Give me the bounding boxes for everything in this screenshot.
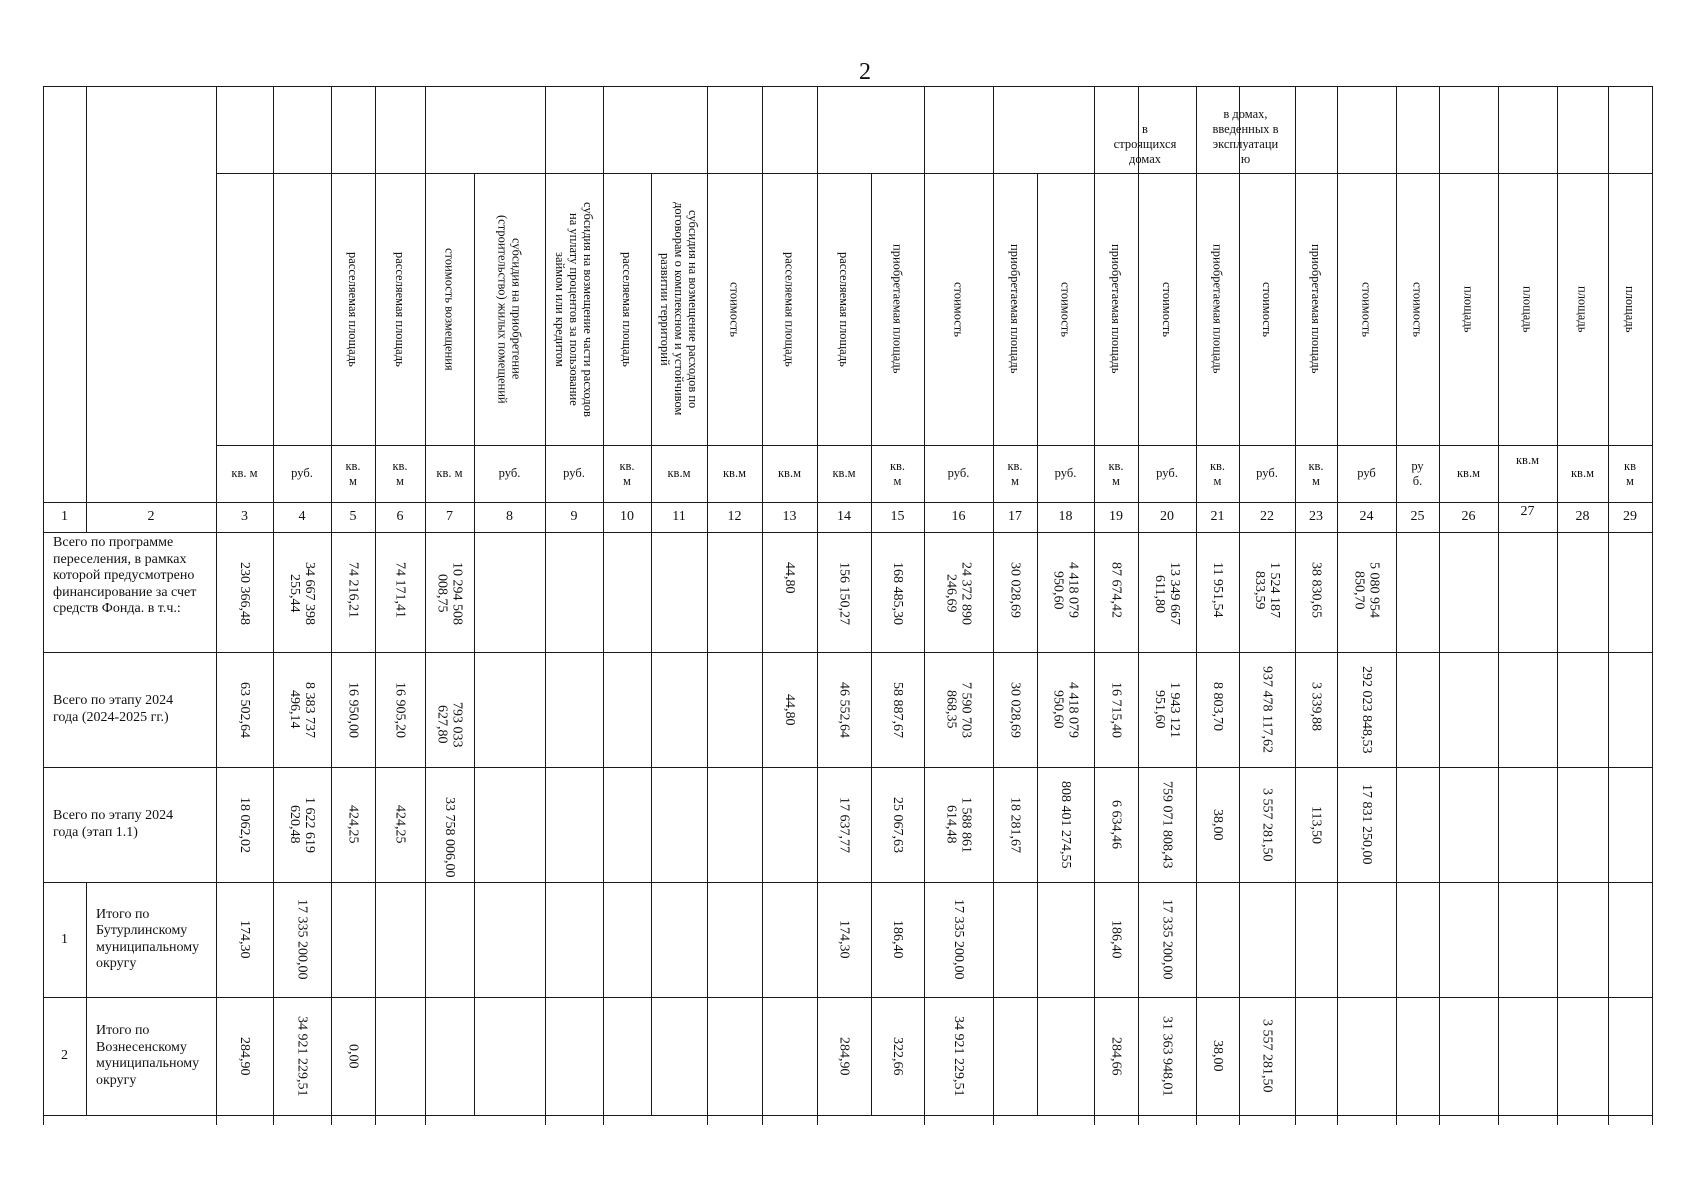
unit-label: руб bbox=[1357, 466, 1376, 480]
unit-label: кв. м bbox=[436, 466, 463, 480]
unit-label: кв. м bbox=[392, 458, 408, 488]
cell-value bbox=[762, 532, 817, 652]
cell-value-text: 44,80 bbox=[782, 562, 797, 594]
cell-value bbox=[1239, 767, 1295, 882]
cell-value-text: 174,30 bbox=[836, 920, 852, 959]
column-number: 26 bbox=[1461, 509, 1476, 524]
grid-line-horizontal bbox=[43, 1115, 1652, 1116]
cell-value-text: 424,25 bbox=[345, 805, 361, 844]
column-header-text: стоимость bbox=[1160, 281, 1174, 337]
unit-label: кв м bbox=[1624, 458, 1636, 488]
column-header-text: расселяемая площадь bbox=[837, 251, 851, 367]
column-header bbox=[707, 173, 762, 445]
column-header bbox=[1196, 173, 1239, 445]
unit-label: ру б. bbox=[1411, 458, 1424, 488]
cell-value bbox=[1196, 652, 1239, 767]
cell-value-text: 33 758 006,00 bbox=[442, 797, 457, 878]
column-header bbox=[545, 173, 603, 445]
cell-value-text: 44,80 bbox=[782, 693, 797, 726]
cell-value-text: 16 715,40 bbox=[1108, 681, 1124, 738]
unit-label: кв.м bbox=[722, 466, 746, 480]
column-header-text: расселяемая площадь bbox=[620, 251, 634, 367]
column-number: 24 bbox=[1359, 509, 1374, 524]
cell-value bbox=[331, 767, 375, 882]
cell-value bbox=[817, 997, 871, 1115]
column-number: 2 bbox=[147, 509, 155, 524]
cell-value-text: 25 067,63 bbox=[890, 796, 905, 853]
cell-value bbox=[762, 652, 817, 767]
cell-value-text: 10 294 508 008,75 bbox=[434, 562, 465, 625]
cell-value-text: 30 028,69 bbox=[1007, 562, 1023, 618]
column-header-text: приобретаемая площадь bbox=[1309, 244, 1323, 374]
column-number: 16 bbox=[951, 509, 966, 524]
cell-value bbox=[1094, 997, 1138, 1115]
cell-value bbox=[1094, 767, 1138, 882]
cell-value-text: 174,30 bbox=[237, 920, 252, 959]
cell-value-text: 34 921 229,51 bbox=[294, 1015, 310, 1097]
cell-value bbox=[993, 532, 1037, 652]
unit-label: кв.м bbox=[832, 466, 856, 480]
cell-value-text: 284,90 bbox=[836, 1036, 852, 1076]
cell-value bbox=[1138, 997, 1196, 1115]
column-header-text: приобретаемая площадь bbox=[1008, 244, 1022, 374]
unit-label: кв. м bbox=[231, 466, 258, 480]
cell-value bbox=[924, 882, 993, 997]
column-number: 20 bbox=[1160, 509, 1174, 524]
unit-label: руб. bbox=[1054, 466, 1077, 480]
cell-value bbox=[375, 652, 425, 767]
column-header bbox=[1094, 173, 1138, 445]
column-number: 21 bbox=[1210, 509, 1225, 524]
cell-value bbox=[375, 767, 425, 882]
column-header-text: субсидия на возмещение части расходов на уплату процентов за пользование займом или кредитом bbox=[553, 201, 595, 417]
cell-value-text: 24 372 890 246,69 bbox=[943, 562, 974, 625]
unit-label: руб. bbox=[291, 466, 313, 480]
cell-value bbox=[817, 767, 871, 882]
cell-value-text: 17 335 200,00 bbox=[294, 899, 310, 980]
unit-label: руб. bbox=[498, 466, 521, 480]
cell-value-text: 38,00 bbox=[1210, 808, 1225, 841]
cell-value bbox=[273, 652, 331, 767]
column-header-text: субсидия на возмещение расходов по договорам о комплексном и устойчивом развитии территорий bbox=[658, 202, 700, 416]
column-header bbox=[871, 173, 924, 445]
cell-value-text: 322,66 bbox=[890, 1036, 905, 1076]
cell-value bbox=[1196, 767, 1239, 882]
column-header bbox=[924, 173, 993, 445]
column-number: 18 bbox=[1058, 509, 1073, 524]
cell-value bbox=[1239, 532, 1295, 652]
cell-value-text: 63 502,64 bbox=[237, 681, 252, 738]
column-header bbox=[651, 173, 707, 445]
column-header-text: расселяемая площадь bbox=[393, 251, 407, 367]
unit-label: кв.м bbox=[1570, 466, 1594, 480]
column-number: 27 bbox=[1520, 504, 1535, 519]
cell-value-text: 0,00 bbox=[345, 1043, 361, 1069]
cell-value-text: 8 383 737 496,14 bbox=[287, 681, 317, 738]
column-header-text: площадь bbox=[1461, 285, 1476, 333]
unit-label: руб. bbox=[563, 466, 585, 480]
column-header bbox=[762, 173, 817, 445]
cell-value bbox=[817, 652, 871, 767]
column-number: 22 bbox=[1260, 509, 1274, 524]
row-label: Всего по этапу 2024 года (этап 1.1) bbox=[53, 808, 174, 840]
column-header-text: площадь bbox=[1520, 285, 1535, 333]
cell-value bbox=[1196, 997, 1239, 1115]
cell-value-text: 759 071 808,43 bbox=[1159, 780, 1175, 869]
cell-value-text: 17 831 250,00 bbox=[1359, 784, 1374, 865]
column-header-text: стоимость bbox=[1260, 281, 1274, 337]
column-number: 19 bbox=[1109, 509, 1123, 524]
cell-value bbox=[1037, 532, 1094, 652]
grid-line-vertical bbox=[1652, 86, 1653, 1125]
cell-value bbox=[1138, 767, 1196, 882]
cell-value bbox=[1138, 652, 1196, 767]
cell-value bbox=[216, 767, 273, 882]
cell-value bbox=[331, 652, 375, 767]
cell-value-text: 16 905,20 bbox=[392, 681, 408, 738]
column-header-text: стоимость возмещения bbox=[442, 247, 457, 371]
column-header-text: площадь bbox=[1623, 285, 1637, 333]
cell-value-text: 74 216,21 bbox=[345, 562, 361, 618]
cell-value bbox=[216, 652, 273, 767]
cell-value-text: 17 637,77 bbox=[836, 796, 852, 853]
column-number: 3 bbox=[241, 509, 248, 524]
cell-value bbox=[216, 997, 273, 1115]
cell-value-text: 937 478 117,62 bbox=[1259, 666, 1275, 753]
cell-value bbox=[1337, 652, 1396, 767]
cell-value-text: 284,90 bbox=[237, 1036, 252, 1076]
column-number: 14 bbox=[837, 509, 851, 524]
cell-value bbox=[924, 652, 993, 767]
row-label: Всего по программе переселения, в рамках которой предусмотрено финансирование за счет средств Фонда. в т.ч.: bbox=[53, 535, 197, 616]
column-number: 1 bbox=[61, 509, 68, 524]
cell-value-text: 4 418 079 950,60 bbox=[1050, 562, 1081, 618]
cell-value-text: 808 401 274,55 bbox=[1058, 780, 1073, 869]
column-header bbox=[331, 173, 375, 445]
column-number: 8 bbox=[506, 509, 513, 524]
column-header-text: стоимость bbox=[1410, 281, 1425, 337]
cell-value-text: 4 418 079 950,60 bbox=[1050, 681, 1081, 738]
cell-value-text: 58 887,67 bbox=[890, 681, 905, 738]
cell-value-text: 38 830,65 bbox=[1308, 562, 1324, 618]
cell-value bbox=[924, 767, 993, 882]
column-number: 7 bbox=[446, 509, 453, 524]
grid-line-vertical bbox=[86, 86, 87, 532]
column-number: 4 bbox=[298, 509, 306, 524]
column-header-text: приобретаемая площадь bbox=[1109, 244, 1123, 374]
unit-label: кв.м bbox=[1515, 453, 1539, 467]
column-header bbox=[1557, 173, 1608, 445]
cell-value bbox=[1196, 532, 1239, 652]
cell-value-text: 424,25 bbox=[392, 805, 408, 844]
unit-label: кв. м bbox=[345, 458, 361, 488]
cell-value bbox=[1094, 532, 1138, 652]
column-number: 13 bbox=[782, 509, 797, 524]
cell-value bbox=[1239, 997, 1295, 1115]
cell-value bbox=[1138, 532, 1196, 652]
column-header-text: площадь bbox=[1575, 285, 1590, 333]
cell-value-text: 186,40 bbox=[890, 920, 905, 959]
column-number: 23 bbox=[1309, 509, 1323, 524]
column-number: 10 bbox=[620, 509, 634, 524]
cell-value bbox=[1295, 652, 1337, 767]
page-number: 2 bbox=[859, 59, 871, 85]
unit-label: кв. м bbox=[1108, 458, 1124, 488]
column-header bbox=[375, 173, 425, 445]
cell-value bbox=[1094, 652, 1138, 767]
grid-line-horizontal bbox=[43, 86, 1652, 87]
column-number: 12 bbox=[727, 509, 742, 524]
cell-value-text: 3 557 281,50 bbox=[1259, 787, 1275, 862]
cell-value-text: 6 634,46 bbox=[1108, 800, 1124, 849]
cell-value-text: 46 552,64 bbox=[836, 681, 852, 738]
column-header bbox=[1037, 173, 1094, 445]
column-header bbox=[993, 173, 1037, 445]
column-header bbox=[1138, 173, 1196, 445]
cell-value-text: 31 363 948,01 bbox=[1159, 1015, 1175, 1097]
cell-value-text: 3 339,88 bbox=[1308, 682, 1324, 731]
cell-value-text: 793 033 627,80 bbox=[434, 701, 465, 748]
column-header-text: субсидия на приобретение (строительство) жилых помещений bbox=[495, 214, 524, 404]
cell-value-text: 38,00 bbox=[1210, 1040, 1225, 1072]
cell-value-text: 11 951,54 bbox=[1210, 562, 1225, 618]
cell-value-text: 156 150,27 bbox=[836, 562, 852, 625]
cell-value-text: 113,50 bbox=[1308, 805, 1324, 844]
cell-value bbox=[1037, 652, 1094, 767]
unit-label: кв.м bbox=[1456, 466, 1480, 480]
column-number: 9 bbox=[570, 509, 578, 524]
column-number: 6 bbox=[396, 509, 404, 524]
cell-value bbox=[871, 652, 924, 767]
unit-label: руб. bbox=[1156, 466, 1178, 480]
cell-value bbox=[1337, 532, 1396, 652]
cell-value-text: 3 557 281,50 bbox=[1259, 1019, 1275, 1093]
row-label: Итого по Вознесенскому муниципальному округу bbox=[96, 1023, 200, 1088]
unit-label: кв. м bbox=[889, 458, 906, 488]
cell-value bbox=[425, 652, 474, 767]
cell-value bbox=[871, 882, 924, 997]
column-number: 11 bbox=[672, 509, 686, 524]
column-header bbox=[1498, 173, 1557, 445]
cell-value-text: 74 171,41 bbox=[392, 562, 408, 618]
cell-value bbox=[1037, 767, 1094, 882]
cell-value bbox=[1094, 882, 1138, 997]
cell-value bbox=[273, 767, 331, 882]
column-header-text: приобретаемая площадь bbox=[1210, 244, 1225, 374]
unit-label: руб. bbox=[1256, 466, 1278, 480]
group-header-in-operation: в домах, введенных в эксплуатаци ю bbox=[1212, 107, 1279, 166]
cell-value-text: 13 349 667 611,80 bbox=[1152, 562, 1182, 625]
cell-value bbox=[331, 997, 375, 1115]
column-header-text: стоимость bbox=[951, 281, 966, 337]
column-header bbox=[474, 173, 545, 445]
cell-value bbox=[273, 997, 331, 1115]
column-header bbox=[1396, 173, 1439, 445]
column-header-text: расселяемая площадь bbox=[782, 251, 797, 367]
cell-value-text: 168 485,30 bbox=[890, 562, 905, 625]
column-header bbox=[1337, 173, 1396, 445]
group-header-under-construction: в строящихся домах bbox=[1113, 122, 1177, 166]
column-header bbox=[1295, 173, 1337, 445]
unit-label: кв.м bbox=[777, 466, 801, 480]
unit-label: кв. м bbox=[619, 458, 635, 488]
cell-value-text: 34 921 229,51 bbox=[951, 1015, 966, 1097]
cell-value-text: 1 943 121 951,60 bbox=[1152, 681, 1182, 738]
cell-value bbox=[1138, 882, 1196, 997]
cell-value-text: 292 023 848,53 bbox=[1359, 665, 1374, 754]
cell-value-text: 17 335 200,00 bbox=[951, 899, 966, 980]
cell-value bbox=[1239, 652, 1295, 767]
column-header bbox=[1608, 173, 1652, 445]
cell-value bbox=[817, 882, 871, 997]
column-number: 17 bbox=[1008, 509, 1022, 524]
column-number: 5 bbox=[349, 509, 357, 524]
cell-value bbox=[871, 532, 924, 652]
cell-value bbox=[993, 767, 1037, 882]
unit-label: кв. м bbox=[1308, 458, 1324, 488]
cell-value bbox=[871, 767, 924, 882]
cell-value bbox=[817, 532, 871, 652]
cell-value-text: 186,40 bbox=[1108, 920, 1124, 959]
cell-value bbox=[1337, 767, 1396, 882]
row-label: Итого по Бутурлинскому муниципальному округу bbox=[96, 906, 200, 971]
column-header-text: стоимость bbox=[727, 281, 742, 337]
cell-value-text: 8 803,70 bbox=[1210, 682, 1225, 731]
cell-value-text: 284,66 bbox=[1108, 1036, 1124, 1076]
row-number: 1 bbox=[61, 931, 68, 947]
cell-value-text: 7 590 703 868,35 bbox=[943, 681, 974, 738]
column-number: 29 bbox=[1623, 509, 1637, 524]
cell-value bbox=[924, 997, 993, 1115]
cell-value bbox=[331, 532, 375, 652]
cell-value-text: 230 366,48 bbox=[237, 562, 252, 625]
cell-value-text: 30 028,69 bbox=[1007, 681, 1023, 738]
cell-value bbox=[216, 532, 273, 652]
row-label: Всего по этапу 2024 года (2024-2025 гг.) bbox=[53, 693, 174, 725]
cell-value-text: 87 674,42 bbox=[1108, 562, 1124, 618]
cell-value bbox=[1295, 767, 1337, 882]
cell-value-text: 18 062,02 bbox=[237, 796, 252, 853]
cell-value bbox=[425, 767, 474, 882]
cell-value-text: 1 588 861 614,48 bbox=[943, 796, 974, 853]
column-header bbox=[425, 173, 474, 445]
row-number: 2 bbox=[61, 1048, 68, 1063]
column-header bbox=[603, 173, 651, 445]
column-number: 28 bbox=[1575, 509, 1590, 524]
unit-label: руб. bbox=[947, 466, 970, 480]
cell-value bbox=[924, 532, 993, 652]
cell-value-text: 5 080 954 850,70 bbox=[1351, 562, 1382, 618]
cell-value bbox=[425, 532, 474, 652]
unit-label: кв. м bbox=[1209, 458, 1226, 488]
unit-label: кв. м bbox=[1007, 458, 1023, 488]
cell-value bbox=[871, 997, 924, 1115]
cell-value bbox=[375, 532, 425, 652]
cell-value-text: 17 335 200,00 bbox=[1159, 899, 1175, 980]
cell-value-text: 16 950,00 bbox=[345, 681, 361, 738]
cell-value bbox=[273, 532, 331, 652]
cell-value bbox=[1295, 532, 1337, 652]
column-header bbox=[1239, 173, 1295, 445]
column-header-text: приобретаемая площадь bbox=[890, 244, 905, 374]
cell-value bbox=[273, 882, 331, 997]
unit-label: кв.м bbox=[667, 466, 691, 480]
cell-value-text: 34 667 398 255,44 bbox=[287, 562, 317, 625]
column-header-text: расселяемая площадь bbox=[346, 251, 360, 367]
cell-value-text: 1 524 187 833,59 bbox=[1252, 562, 1282, 618]
column-number: 15 bbox=[890, 509, 905, 524]
column-number: 25 bbox=[1410, 509, 1425, 524]
cell-value-text: 18 281,67 bbox=[1007, 796, 1023, 853]
column-header bbox=[1439, 173, 1498, 445]
column-header-text: стоимость bbox=[1359, 281, 1374, 337]
cell-value bbox=[216, 882, 273, 997]
column-header bbox=[817, 173, 871, 445]
cell-value bbox=[993, 652, 1037, 767]
cell-value-text: 1 622 619 620,48 bbox=[287, 796, 317, 853]
column-header-text: стоимость bbox=[1058, 281, 1073, 337]
